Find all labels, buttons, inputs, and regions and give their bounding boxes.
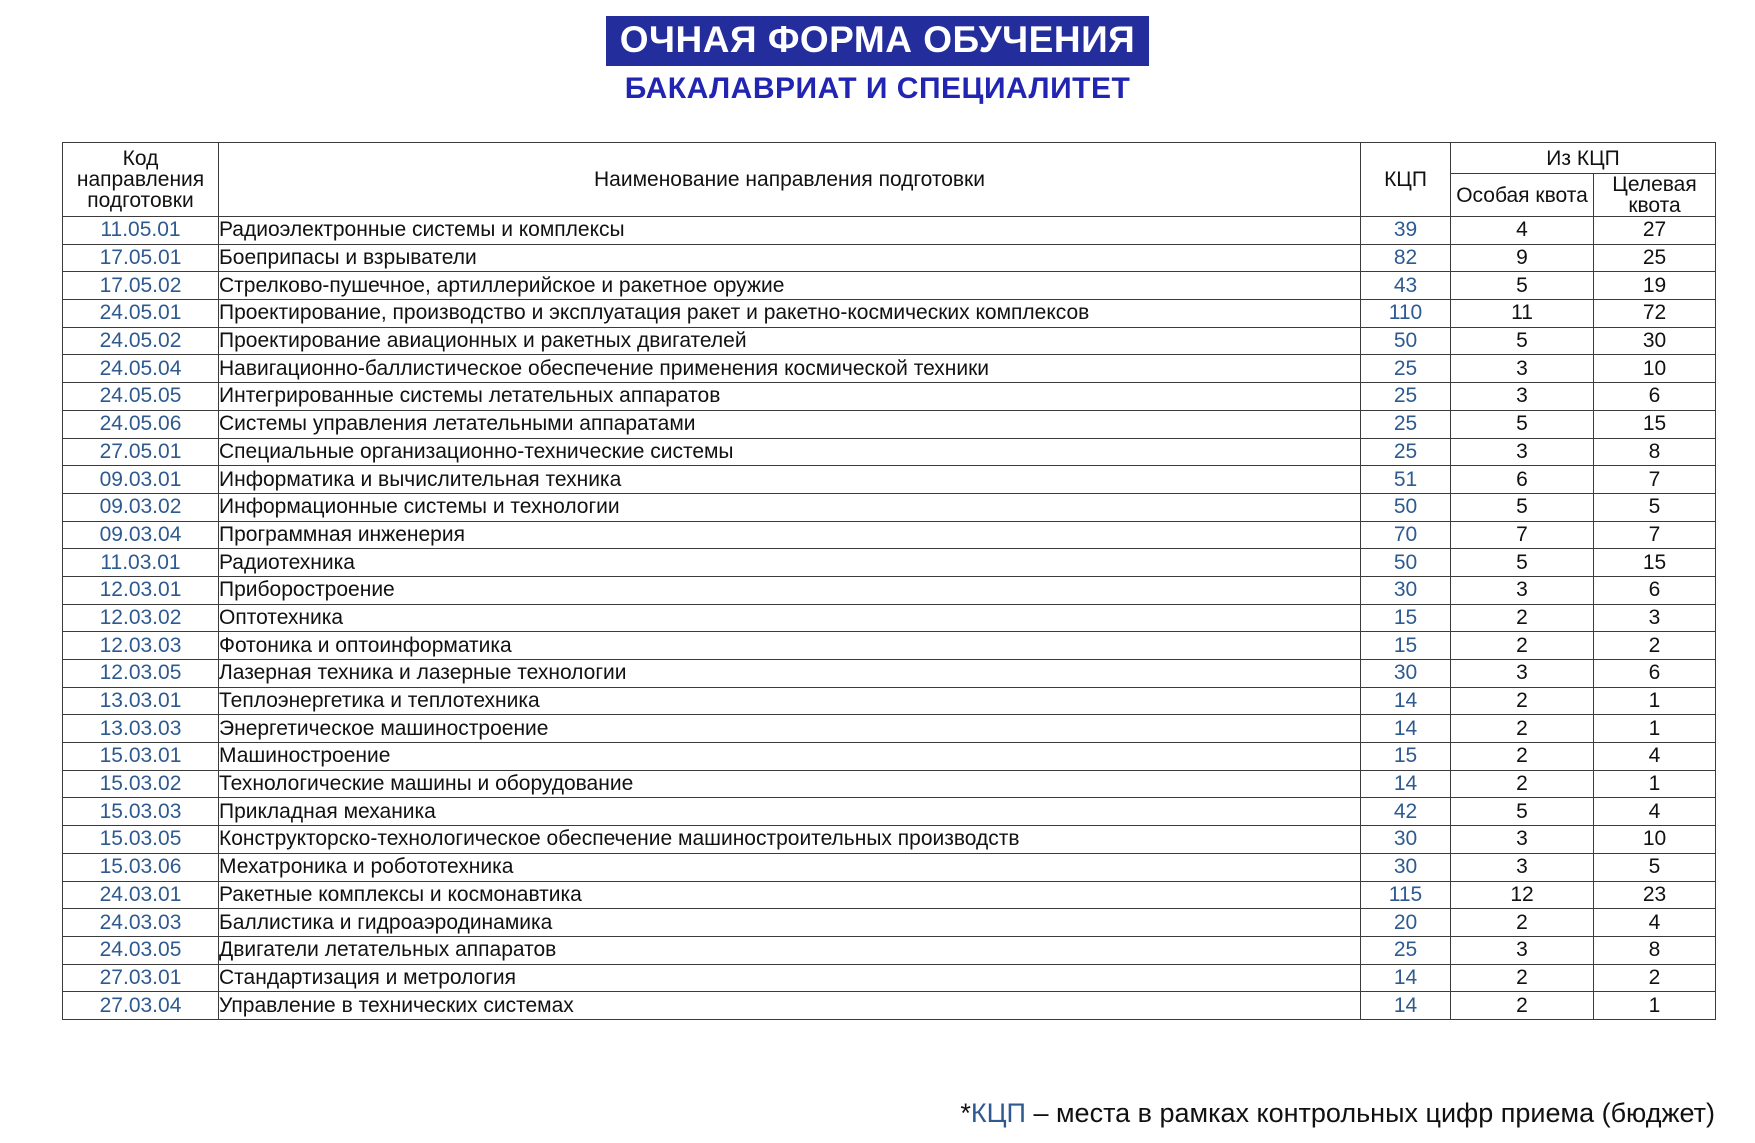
cell-code: 12.03.02 (63, 604, 219, 632)
cell-name: Теплоэнергетика и теплотехника (219, 687, 1361, 715)
cell-name: Радиотехника (219, 549, 1361, 577)
cell-kcp: 115 (1361, 881, 1451, 909)
cell-code: 15.03.03 (63, 798, 219, 826)
table-row (63, 466, 1716, 494)
cell-name: Оптотехника (219, 604, 1361, 632)
table-row (63, 521, 1716, 549)
cell-code: 09.03.02 (63, 493, 219, 521)
header-code: Код направления подготовки (63, 143, 219, 217)
cell-kcp: 14 (1361, 770, 1451, 798)
cell-target-quota: 19 (1594, 272, 1716, 300)
cell-kcp: 14 (1361, 992, 1451, 1020)
table-row (63, 964, 1716, 992)
cell-name: Лазерная техника и лазерные технологии (219, 660, 1361, 688)
cell-code: 09.03.04 (63, 521, 219, 549)
cell-name: Программная инженерия (219, 521, 1361, 549)
cell-name: Приборостроение (219, 576, 1361, 604)
cell-target-quota: 5 (1594, 853, 1716, 881)
cell-name: Системы управления летательными аппаратами (219, 410, 1361, 438)
cell-kcp: 25 (1361, 355, 1451, 383)
cell-code: 13.03.01 (63, 687, 219, 715)
cell-target-quota: 1 (1594, 992, 1716, 1020)
cell-code: 11.03.01 (63, 549, 219, 577)
table-row (63, 438, 1716, 466)
cell-target-quota: 15 (1594, 410, 1716, 438)
cell-code: 27.03.04 (63, 992, 219, 1020)
table-row (63, 493, 1716, 521)
table-row (63, 383, 1716, 411)
cell-name: Специальные организационно-технические системы (219, 438, 1361, 466)
cell-special-quota: 3 (1451, 576, 1594, 604)
cell-name: Двигатели летательных аппаратов (219, 936, 1361, 964)
cell-special-quota: 5 (1451, 798, 1594, 826)
cell-kcp: 51 (1361, 466, 1451, 494)
cell-name: Радиоэлектронные системы и комплексы (219, 217, 1361, 245)
header-target-quota: Целевая квота (1594, 174, 1716, 217)
footnote-text: – места в рамках контрольных цифр приема (бюджет) (1025, 1098, 1715, 1128)
table-row (63, 687, 1716, 715)
cell-name: Прикладная механика (219, 798, 1361, 826)
cell-code: 17.05.02 (63, 272, 219, 300)
page-title: ОЧНАЯ ФОРМА ОБУЧЕНИЯ (606, 16, 1150, 66)
cell-kcp: 25 (1361, 438, 1451, 466)
cell-target-quota: 1 (1594, 770, 1716, 798)
cell-special-quota: 2 (1451, 743, 1594, 771)
admissions-table (62, 142, 1716, 1020)
cell-kcp: 14 (1361, 687, 1451, 715)
table-body (63, 217, 1716, 1020)
page-subtitle: БАКАЛАВРИАТ И СПЕЦИАЛИТЕТ (624, 72, 1131, 105)
cell-target-quota: 5 (1594, 493, 1716, 521)
table-row (63, 327, 1716, 355)
table-row (63, 909, 1716, 937)
table-row (63, 355, 1716, 383)
footnote-star: * (960, 1098, 971, 1128)
footnote (960, 1098, 1715, 1129)
cell-kcp: 25 (1361, 936, 1451, 964)
table-row (63, 853, 1716, 881)
cell-code: 15.03.05 (63, 826, 219, 854)
cell-kcp: 14 (1361, 964, 1451, 992)
cell-special-quota: 2 (1451, 770, 1594, 798)
cell-kcp: 82 (1361, 244, 1451, 272)
cell-name: Конструкторско-технологическое обеспечение машиностроительных производств (219, 826, 1361, 854)
cell-target-quota: 2 (1594, 964, 1716, 992)
cell-special-quota: 5 (1451, 410, 1594, 438)
title-banner-wrap (0, 16, 1755, 66)
cell-target-quota: 6 (1594, 660, 1716, 688)
cell-name: Технологические машины и оборудование (219, 770, 1361, 798)
cell-target-quota: 10 (1594, 826, 1716, 854)
cell-kcp: 110 (1361, 300, 1451, 328)
cell-name: Машиностроение (219, 743, 1361, 771)
cell-kcp: 30 (1361, 826, 1451, 854)
cell-code: 24.05.06 (63, 410, 219, 438)
cell-name: Ракетные комплексы и космонавтика (219, 881, 1361, 909)
cell-special-quota: 3 (1451, 660, 1594, 688)
cell-code: 12.03.05 (63, 660, 219, 688)
cell-target-quota: 8 (1594, 438, 1716, 466)
table-row (63, 244, 1716, 272)
cell-special-quota: 3 (1451, 936, 1594, 964)
cell-special-quota: 2 (1451, 604, 1594, 632)
cell-special-quota: 2 (1451, 715, 1594, 743)
cell-code: 27.05.01 (63, 438, 219, 466)
cell-target-quota: 15 (1594, 549, 1716, 577)
cell-name: Энергетическое машиностроение (219, 715, 1361, 743)
cell-kcp: 43 (1361, 272, 1451, 300)
table-row (63, 936, 1716, 964)
table-row (63, 549, 1716, 577)
cell-code: 17.05.01 (63, 244, 219, 272)
table-row (63, 715, 1716, 743)
table-row (63, 410, 1716, 438)
cell-target-quota: 27 (1594, 217, 1716, 245)
table-row (63, 604, 1716, 632)
cell-target-quota: 1 (1594, 715, 1716, 743)
cell-target-quota: 25 (1594, 244, 1716, 272)
cell-special-quota: 3 (1451, 383, 1594, 411)
cell-code: 24.05.02 (63, 327, 219, 355)
cell-special-quota: 3 (1451, 853, 1594, 881)
cell-kcp: 50 (1361, 493, 1451, 521)
header-kcp: КЦП (1361, 143, 1451, 217)
cell-code: 24.03.03 (63, 909, 219, 937)
cell-special-quota: 3 (1451, 826, 1594, 854)
cell-special-quota: 2 (1451, 964, 1594, 992)
cell-kcp: 25 (1361, 410, 1451, 438)
cell-target-quota: 3 (1594, 604, 1716, 632)
cell-target-quota: 7 (1594, 466, 1716, 494)
cell-code: 13.03.03 (63, 715, 219, 743)
cell-kcp: 30 (1361, 576, 1451, 604)
cell-special-quota: 5 (1451, 327, 1594, 355)
cell-special-quota: 6 (1451, 466, 1594, 494)
header-name: Наименование направления подготовки (219, 143, 1361, 217)
table-row (63, 217, 1716, 245)
cell-code: 15.03.02 (63, 770, 219, 798)
cell-kcp: 50 (1361, 549, 1451, 577)
header-from-kcp: Из КЦП (1451, 143, 1716, 174)
cell-name: Интегрированные системы летательных аппаратов (219, 383, 1361, 411)
cell-kcp: 30 (1361, 853, 1451, 881)
cell-name: Управление в технических системах (219, 992, 1361, 1020)
table-row (63, 826, 1716, 854)
cell-special-quota: 11 (1451, 300, 1594, 328)
cell-target-quota: 4 (1594, 798, 1716, 826)
cell-special-quota: 5 (1451, 272, 1594, 300)
cell-special-quota: 2 (1451, 992, 1594, 1020)
cell-code: 15.03.06 (63, 853, 219, 881)
table-row (63, 798, 1716, 826)
table-row (63, 576, 1716, 604)
cell-name: Стрелково-пушечное, артиллерийское и ракетное оружие (219, 272, 1361, 300)
cell-kcp: 50 (1361, 327, 1451, 355)
cell-target-quota: 8 (1594, 936, 1716, 964)
cell-special-quota: 2 (1451, 909, 1594, 937)
cell-name: Информатика и вычислительная техника (219, 466, 1361, 494)
cell-name: Фотоника и оптоинформатика (219, 632, 1361, 660)
cell-target-quota: 4 (1594, 743, 1716, 771)
cell-kcp: 25 (1361, 383, 1451, 411)
footnote-term: КЦП (970, 1098, 1026, 1128)
table-row (63, 272, 1716, 300)
cell-name: Информационные системы и технологии (219, 493, 1361, 521)
cell-target-quota: 6 (1594, 576, 1716, 604)
cell-special-quota: 5 (1451, 493, 1594, 521)
table-row (63, 770, 1716, 798)
cell-special-quota: 2 (1451, 687, 1594, 715)
cell-code: 11.05.01 (63, 217, 219, 245)
cell-kcp: 20 (1361, 909, 1451, 937)
cell-name: Проектирование авиационных и ракетных двигателей (219, 327, 1361, 355)
table-row (63, 992, 1716, 1020)
cell-kcp: 15 (1361, 632, 1451, 660)
cell-target-quota: 2 (1594, 632, 1716, 660)
table-row (63, 881, 1716, 909)
table-row (63, 300, 1716, 328)
cell-target-quota: 23 (1594, 881, 1716, 909)
cell-target-quota: 72 (1594, 300, 1716, 328)
cell-target-quota: 7 (1594, 521, 1716, 549)
cell-code: 15.03.01 (63, 743, 219, 771)
cell-code: 24.05.05 (63, 383, 219, 411)
cell-code: 24.05.04 (63, 355, 219, 383)
cell-code: 24.05.01 (63, 300, 219, 328)
cell-special-quota: 5 (1451, 549, 1594, 577)
cell-special-quota: 12 (1451, 881, 1594, 909)
cell-code: 24.03.05 (63, 936, 219, 964)
cell-name: Баллистика и гидроаэродинамика (219, 909, 1361, 937)
cell-code: 09.03.01 (63, 466, 219, 494)
cell-target-quota: 6 (1594, 383, 1716, 411)
cell-name: Боеприпасы и взрыватели (219, 244, 1361, 272)
cell-name: Проектирование, производство и эксплуатация ракет и ракетно-космических комплексов (219, 300, 1361, 328)
cell-special-quota: 4 (1451, 217, 1594, 245)
cell-name: Навигационно-баллистическое обеспечение применения космической техники (219, 355, 1361, 383)
cell-kcp: 70 (1361, 521, 1451, 549)
cell-code: 27.03.01 (63, 964, 219, 992)
cell-kcp: 39 (1361, 217, 1451, 245)
cell-kcp: 15 (1361, 743, 1451, 771)
table-row (63, 632, 1716, 660)
cell-special-quota: 3 (1451, 355, 1594, 383)
cell-special-quota: 9 (1451, 244, 1594, 272)
cell-code: 24.03.01 (63, 881, 219, 909)
cell-special-quota: 3 (1451, 438, 1594, 466)
cell-kcp: 30 (1361, 660, 1451, 688)
cell-code: 12.03.03 (63, 632, 219, 660)
table-header (63, 143, 1716, 217)
cell-code: 12.03.01 (63, 576, 219, 604)
header-special-quota: Особая квота (1451, 174, 1594, 217)
table-row (63, 660, 1716, 688)
cell-special-quota: 7 (1451, 521, 1594, 549)
cell-target-quota: 4 (1594, 909, 1716, 937)
cell-kcp: 42 (1361, 798, 1451, 826)
cell-name: Стандартизация и метрология (219, 964, 1361, 992)
cell-target-quota: 10 (1594, 355, 1716, 383)
table-row (63, 743, 1716, 771)
cell-kcp: 15 (1361, 604, 1451, 632)
cell-kcp: 14 (1361, 715, 1451, 743)
cell-target-quota: 30 (1594, 327, 1716, 355)
cell-name: Мехатроника и робототехника (219, 853, 1361, 881)
cell-target-quota: 1 (1594, 687, 1716, 715)
cell-special-quota: 2 (1451, 632, 1594, 660)
